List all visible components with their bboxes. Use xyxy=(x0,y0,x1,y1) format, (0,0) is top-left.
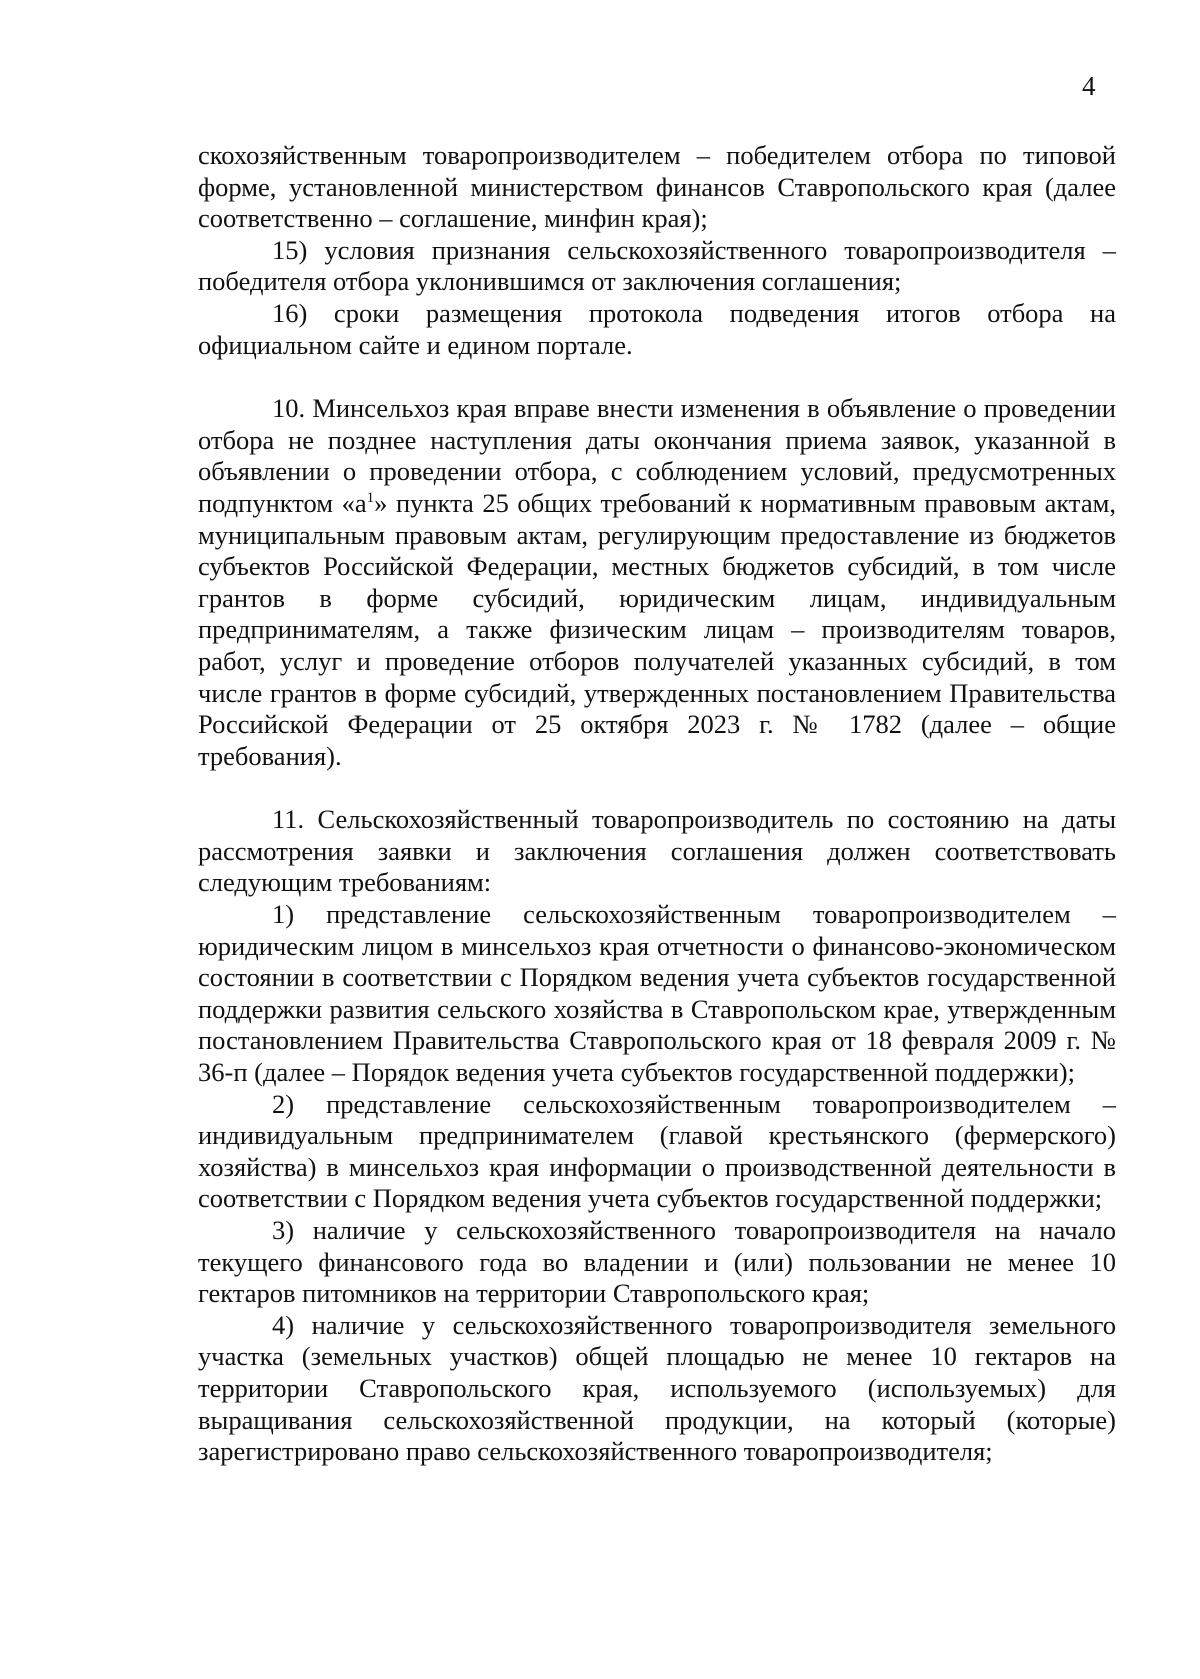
list-item-15: 15) условия признания сельскохозяйственного товаропроизводителя – победителя отбора уклонившимся от заключения соглашения; xyxy=(198,234,1116,297)
clause-11: 11. Сельскохозяйственный товаропроизводитель по состоянию на даты рассмотрения заявки и заключения соглашения должен соответствовать следующим требованиям: xyxy=(198,804,1116,898)
clause-10-superscript: 1 xyxy=(366,490,375,507)
page-number: 4 xyxy=(1082,71,1096,101)
clause-10-text-before-sup: 10. Минсельхоз края вправе внести изменения в объявление о проведении отбора не позднее наступления даты окончания приема заявок, указанной в объявлении о проведении отбора, с соблюдением условий, предусмотренных подпунктом «а xyxy=(198,393,1116,518)
paragraph-continuation: скохозяйственным товаропроизводителем – победителем отбора по типовой форме, установленной министерством финансов Ставропольского края (далее соответственно – соглашение, минфин края); xyxy=(198,140,1116,234)
requirement-3: 3) наличие у сельскохозяйственного товаропроизводителя на начало текущего финансового года во владении и (или) пользовании не менее 10 гектаров питомников на территории Ставропольского края; xyxy=(198,1215,1116,1309)
clause-10 xyxy=(198,393,1116,772)
list-item-16: 16) сроки размещения протокола подведения итогов отбора на официальном сайте и едином портале. xyxy=(198,297,1116,360)
requirement-2: 2) представление сельскохозяйственным товаропроизводителем – индивидуальным предпринимателем (главой крестьянского (фермерского) хозяйства) в минсельхоз края информации о производственной деятельности в соответствии с Порядком ведения учета субъектов государственной поддержки; xyxy=(198,1088,1116,1214)
requirement-1: 1) представление сельскохозяйственным товаропроизводителем – юридическим лицом в минсельхоз края отчетности о финансово-экономическом состоянии в соответствии с Порядком ведения учета субъектов государственной поддержки развития сельского хозяйства в Ставропольском крае, утвержденным постановлением Правительства Ставропольского края от 18 февраля 2009 г. № 36-п (далее – Порядок ведения учета субъектов государственной поддержки); xyxy=(198,899,1116,1088)
document-body xyxy=(198,140,1116,1468)
requirement-4: 4) наличие у сельскохозяйственного товаропроизводителя земельного участка (земельных участков) общей площадью не менее 10 гектаров на территории Ставропольского края, используемого (используемых) для выращивания сельскохозяйственной продукции, на который (которые) зарегистрировано право сельскохозяйственного товаропроизводителя; xyxy=(198,1309,1116,1467)
clause-10-text-after-sup: » пункта 25 общих требований к нормативным правовым актам, муниципальным правовым актам, регулирующим предоставление из бюджетов субъектов Российской Федерации, местных бюджетов субсидий, в том числе грантов в форме субсидий, юридическим лицам, индивидуальным предпринимателям, а также физическим лицам – производителям товаров, работ, услуг и проведение отборов получателей указанных субсидий, в том числе грантов в форме субсидий, утвержденных постановлением Правительства Российской Федерации от 25 октября 2023 г. № 1782 (далее – общие требования). xyxy=(198,487,1116,771)
